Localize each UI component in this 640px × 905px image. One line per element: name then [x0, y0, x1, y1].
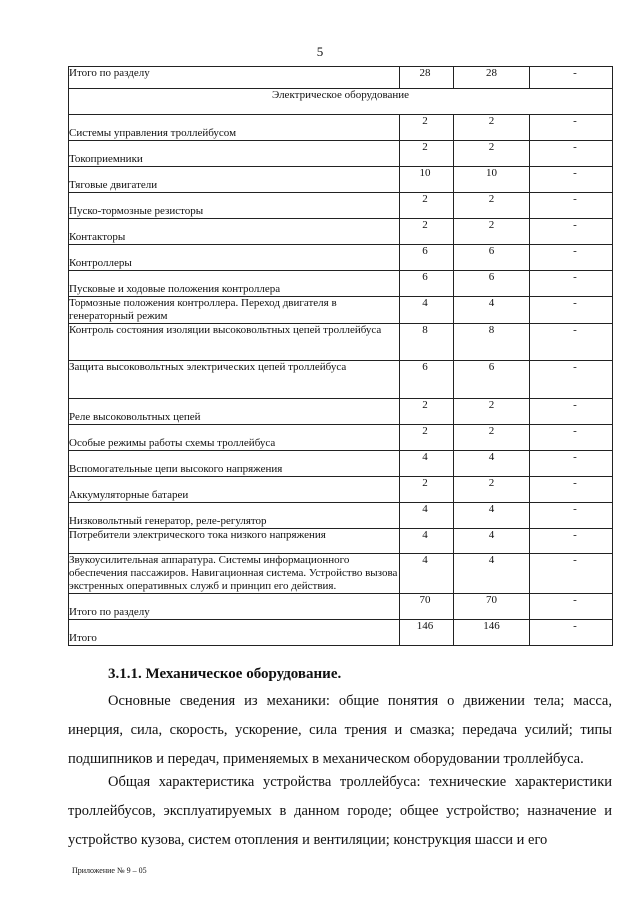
row-hours-theory: 2 — [454, 399, 530, 425]
table-row — [69, 271, 613, 297]
row-hours-practice: - — [530, 245, 613, 271]
table-row — [69, 620, 613, 646]
row-hours-theory: 28 — [454, 67, 530, 89]
row-label: Аккумуляторные батареи — [69, 477, 400, 503]
row-hours-theory: 4 — [454, 503, 530, 529]
row-hours-total: 6 — [400, 361, 454, 399]
row-hours-theory: 6 — [454, 271, 530, 297]
table-row — [69, 425, 613, 451]
row-hours-practice: - — [530, 425, 613, 451]
paragraph-general: Общая характеристика устройства троллейбуса: технические характеристики троллейбусов, эксплуатируемых в данном городе; общее устройство; назначение и устройство кузова, систем отопления и вентиляции; конструкция шасси и его — [68, 774, 612, 848]
row-label: Звукоусилительная аппаратура. Системы информационного обеспечения пассажиров. Навигационная система. Устройство вызова экстренных оперативных служб и принцип его действия. — [69, 554, 400, 594]
row-hours-total: 10 — [400, 167, 454, 193]
row-hours-practice: - — [530, 141, 613, 167]
row-hours-total: 28 — [400, 67, 454, 89]
row-hours-total: 4 — [400, 554, 454, 594]
section-title-row — [69, 89, 613, 115]
row-hours-practice: - — [530, 620, 613, 646]
row-label: Контроль состояния изоляции высоковольтных цепей троллейбуса — [69, 324, 400, 361]
row-label: Тяговые двигатели — [69, 167, 400, 193]
table-row — [69, 399, 613, 425]
row-hours-total: 6 — [400, 245, 454, 271]
paragraph-mechanics: Основные сведения из механики: общие понятия о движении тела; масса, инерция, сила, скорость, ускорение, сила трения и смазка; передача усилий; типы подшипников и передач, применяемых в механическом оборудовании троллейбуса. — [68, 693, 612, 767]
row-label: Потребители электрического тока низкого напряжения — [69, 529, 400, 554]
row-hours-total: 70 — [400, 594, 454, 620]
row-hours-practice: - — [530, 193, 613, 219]
row-hours-total: 6 — [400, 271, 454, 297]
row-hours-theory: 146 — [454, 620, 530, 646]
footer-appendix: Приложение № 9 – 05 — [72, 866, 147, 875]
row-hours-total: 8 — [400, 324, 454, 361]
row-hours-practice: - — [530, 451, 613, 477]
row-hours-practice: - — [530, 361, 613, 399]
row-hours-total: 4 — [400, 297, 454, 324]
row-hours-theory: 6 — [454, 361, 530, 399]
row-hours-practice: - — [530, 594, 613, 620]
table-row — [69, 115, 613, 141]
row-hours-theory: 2 — [454, 219, 530, 245]
row-label: Тормозные положения контроллера. Переход двигателя в генераторный режим — [69, 297, 400, 324]
table-row — [69, 361, 613, 399]
table-row — [69, 529, 613, 554]
row-hours-total: 4 — [400, 503, 454, 529]
row-label: Низковольтный генератор, реле-регулятор — [69, 503, 400, 529]
table-row — [69, 554, 613, 594]
row-hours-theory: 10 — [454, 167, 530, 193]
table-row — [69, 141, 613, 167]
row-hours-theory: 4 — [454, 451, 530, 477]
row-hours-theory: 2 — [454, 115, 530, 141]
row-hours-practice: - — [530, 324, 613, 361]
page-number: 5 — [316, 44, 324, 59]
row-label: Итого — [69, 620, 400, 646]
row-hours-theory: 70 — [454, 594, 530, 620]
table-row — [69, 324, 613, 361]
table-body — [69, 67, 613, 646]
table-row — [69, 193, 613, 219]
row-label: Пуско-тормозные резисторы — [69, 193, 400, 219]
row-hours-practice: - — [530, 297, 613, 324]
row-hours-practice: - — [530, 529, 613, 554]
row-hours-theory: 2 — [454, 193, 530, 219]
row-hours-theory: 4 — [454, 297, 530, 324]
table-row — [69, 594, 613, 620]
table-row — [69, 503, 613, 529]
row-hours-theory: 2 — [454, 477, 530, 503]
row-hours-total: 2 — [400, 193, 454, 219]
table-row — [69, 451, 613, 477]
row-hours-total: 2 — [400, 477, 454, 503]
curriculum-table — [68, 66, 613, 646]
row-hours-theory: 2 — [454, 141, 530, 167]
row-label: Итого по разделу — [69, 67, 400, 89]
row-hours-total: 2 — [400, 399, 454, 425]
table-row — [69, 297, 613, 324]
row-hours-total: 4 — [400, 529, 454, 554]
row-label: Особые режимы работы схемы троллейбуса — [69, 425, 400, 451]
row-label: Пусковые и ходовые положения контроллера — [69, 271, 400, 297]
table-row — [69, 167, 613, 193]
row-label: Итого по разделу — [69, 594, 400, 620]
row-label: Контроллеры — [69, 245, 400, 271]
row-hours-theory: 6 — [454, 245, 530, 271]
row-label: Вспомогательные цепи высокого напряжения — [69, 451, 400, 477]
row-hours-total: 2 — [400, 115, 454, 141]
section-heading: 3.1.1. Механическое оборудование. — [108, 666, 342, 682]
row-hours-theory: 4 — [454, 554, 530, 594]
section-title: Электрическое оборудование — [69, 89, 613, 115]
row-hours-practice: - — [530, 399, 613, 425]
row-hours-total: 2 — [400, 425, 454, 451]
table-row — [69, 245, 613, 271]
table-row — [69, 219, 613, 245]
row-hours-practice: - — [530, 477, 613, 503]
row-hours-practice: - — [530, 554, 613, 594]
row-hours-theory: 4 — [454, 529, 530, 554]
row-label: Системы управления троллейбусом — [69, 115, 400, 141]
row-label: Токоприемники — [69, 141, 400, 167]
row-hours-practice: - — [530, 167, 613, 193]
row-hours-practice: - — [530, 503, 613, 529]
row-hours-total: 2 — [400, 141, 454, 167]
table-row — [69, 67, 613, 89]
row-hours-theory: 8 — [454, 324, 530, 361]
row-label: Защита высоковольтных электрических цепей троллейбуса — [69, 361, 400, 399]
row-hours-theory: 2 — [454, 425, 530, 451]
row-hours-practice: - — [530, 271, 613, 297]
row-hours-practice: - — [530, 67, 613, 89]
row-label: Реле высоковольтных цепей — [69, 399, 400, 425]
table-row — [69, 477, 613, 503]
row-hours-total: 146 — [400, 620, 454, 646]
row-hours-total: 4 — [400, 451, 454, 477]
row-hours-total: 2 — [400, 219, 454, 245]
row-label: Контакторы — [69, 219, 400, 245]
row-hours-practice: - — [530, 219, 613, 245]
row-hours-practice: - — [530, 115, 613, 141]
